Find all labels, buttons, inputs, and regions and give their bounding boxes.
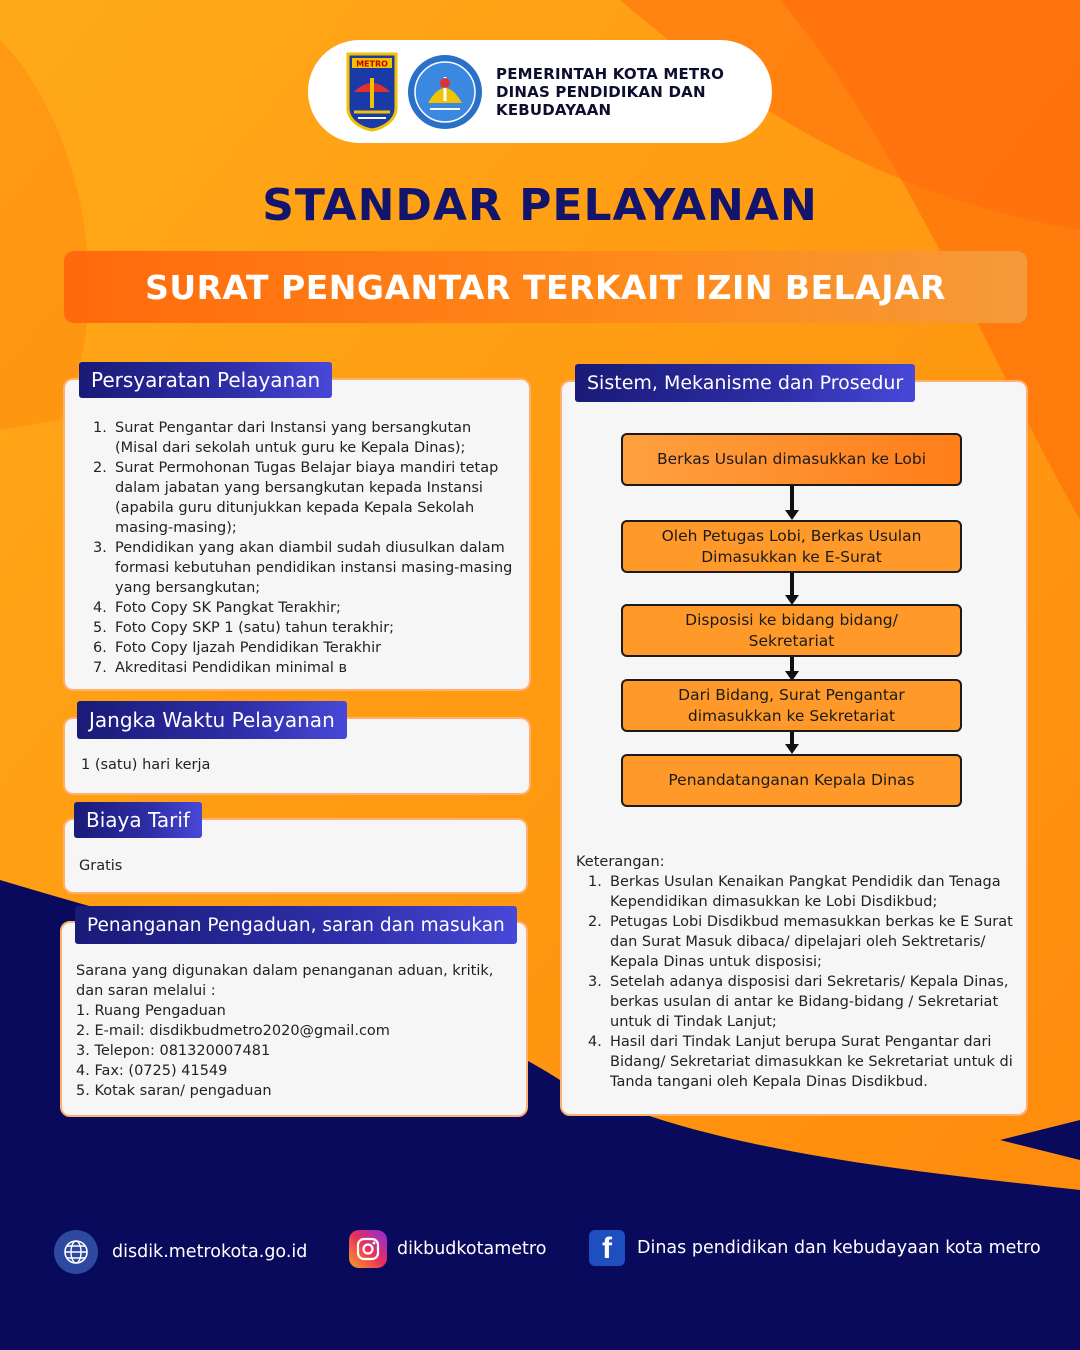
flow-step: Dari Bidang, Surat Pengantar dimasukkan ke Sekretariat	[621, 679, 962, 732]
complaint-channel: 2. E-mail: disdikbudmetro2020@gmail.com	[76, 1023, 390, 1039]
list-item	[93, 418, 513, 458]
list-item-number: 6.	[93, 640, 107, 656]
logo1-text: METRO	[356, 59, 388, 68]
list-item	[588, 912, 1016, 972]
list-item-text: Berkas Usulan Kenaikan Pangkat Pendidik dan Tenaga Kependidikan dimasukkan ke Lobi Disdikbud;	[610, 874, 1001, 910]
org-line-1: PEMERINTAH KOTA METRO	[496, 64, 725, 83]
list-item	[93, 618, 513, 638]
duration-text: 1 (satu) hari kerja	[81, 757, 211, 773]
instagram-icon	[349, 1230, 387, 1268]
notes-label: Keterangan:	[576, 854, 665, 870]
fee-tag: Biaya Tarif	[74, 802, 202, 838]
list-item	[588, 972, 1016, 1032]
list-item	[93, 538, 513, 598]
list-item	[93, 598, 513, 618]
list-item-text: Petugas Lobi Disdikbud memasukkan berkas ke E Surat dan Surat Masuk dibaca/ dipelajari oleh Sektretaris/ Kepala Dinas untuk disposisi;	[610, 914, 1013, 970]
list-item-number: 1.	[93, 420, 107, 436]
complaint-channel: 5. Kotak saran/ pengaduan	[76, 1083, 272, 1099]
list-item-number: 2.	[588, 914, 602, 930]
footer-instagram[interactable]	[349, 1230, 546, 1268]
flow-step: Disposisi ke bidang bidang/ Sekretariat	[621, 604, 962, 657]
complaint-channel: 3. Telepon: 081320007481	[76, 1043, 271, 1059]
facebook-page[interactable]: Dinas pendidikan dan kebudayaan kota metro	[637, 1238, 1041, 1258]
requirements-list	[93, 418, 513, 678]
complaints-intro: Sarana yang digunakan dalam penanganan aduan, kritik, dan saran melalui :	[76, 963, 494, 999]
list-item	[93, 458, 513, 538]
list-item-text: Setelah adanya disposisi dari Sekretaris/ Kepala Dinas, berkas usulan di antar ke Bidang-bidang / Sekretariat untuk di Tindak Lanjut;	[610, 974, 1009, 1030]
list-item-number: 5.	[93, 620, 107, 636]
complaint-channel: 4. Fax: (0725) 41549	[76, 1063, 228, 1079]
list-item-text: Surat Permohonan Tugas Belajar biaya mandiri tetap dalam jabatan yang bersangkutan kepada Instansi (apabila guru ditunjukkan kepada Kepala Sekolah masing-masing);	[115, 460, 499, 536]
list-item-text: Surat Pengantar dari Instansi yang bersangkutan (Misal dari sekolah untuk guru ke Kepala Dinas);	[115, 420, 472, 456]
list-item-number: 3.	[588, 974, 602, 990]
list-item-text: Foto Copy Ijazah Pendidikan Terakhir	[115, 640, 382, 656]
complaints-card	[60, 921, 528, 1117]
org-line-3: KEBUDAYAAN	[496, 100, 612, 119]
flow-step: Penandatanganan Kepala Dinas	[621, 754, 962, 807]
facebook-icon: f	[589, 1230, 625, 1266]
complaint-channel: 1. Ruang Pengaduan	[76, 1003, 226, 1019]
requirements-card	[63, 378, 531, 691]
header-banner	[308, 40, 772, 143]
organization-name	[496, 65, 724, 119]
requirements-tag: Persyaratan Pelayanan	[79, 362, 332, 398]
list-item-number: 7.	[93, 660, 107, 676]
flow-arrow	[790, 657, 794, 673]
list-item	[588, 872, 1016, 912]
list-item	[588, 1032, 1016, 1092]
page-title: STANDAR PELAYANAN	[262, 180, 818, 231]
list-item-text: Foto Copy SKP 1 (satu) tahun terakhir;	[115, 620, 395, 636]
list-item-number: 3.	[93, 540, 107, 556]
list-item-number: 1.	[588, 874, 602, 890]
metro-city-logo-icon	[344, 52, 400, 132]
list-item-text: Pendidikan yang akan diambil sudah diusulkan dalam formasi kebutuhan pendidikan instansi masing-masing yang bersangkutan;	[115, 540, 513, 596]
flow-arrow	[790, 732, 794, 746]
list-item-number: 4.	[588, 1034, 602, 1050]
list-item-text: Akreditasi Pendidikan minimal в	[115, 660, 348, 676]
list-item-text: Foto Copy SK Pangkat Terakhir;	[115, 600, 341, 616]
flow-step: Berkas Usulan dimasukkan ke Lobi	[621, 433, 962, 486]
list-item-number: 4.	[93, 600, 107, 616]
website-link[interactable]: disdik.metrokota.go.id	[112, 1242, 308, 1262]
list-item-number: 2.	[93, 460, 107, 476]
globe-icon	[54, 1230, 98, 1274]
complaints-tag: Penanganan Pengaduan, saran dan masukan	[75, 906, 517, 944]
list-item-text: Hasil dari Tindak Lanjut berupa Surat Pengantar dari Bidang/ Sekretariat dimasukkan ke Sekretariat untuk di Tanda tangani oleh Kepala Dinas Disdikbud.	[610, 1034, 1013, 1090]
org-line-2: DINAS PENDIDIKAN DAN	[496, 82, 706, 101]
list-item	[93, 638, 513, 658]
service-subtitle: SURAT PENGANTAR TERKAIT IZIN BELAJAR	[64, 251, 1027, 323]
footer-website[interactable]	[54, 1230, 307, 1274]
fee-text: Gratis	[79, 858, 123, 874]
tut-wuri-handayani-logo-icon	[406, 53, 484, 131]
footer-facebook[interactable]	[589, 1230, 1041, 1266]
procedure-tag: Sistem, Mekanisme dan Prosedur	[575, 364, 915, 402]
flow-arrow	[790, 486, 794, 512]
list-item	[93, 658, 513, 678]
instagram-handle[interactable]: dikbudkotametro	[397, 1239, 547, 1259]
flow-step: Oleh Petugas Lobi, Berkas Usulan Dimasukkan ke E-Surat	[621, 520, 962, 573]
flow-arrow	[790, 573, 794, 597]
complaints-list	[76, 1001, 512, 1101]
notes-list	[576, 872, 1016, 1092]
duration-tag: Jangka Waktu Pelayanan	[77, 701, 347, 739]
